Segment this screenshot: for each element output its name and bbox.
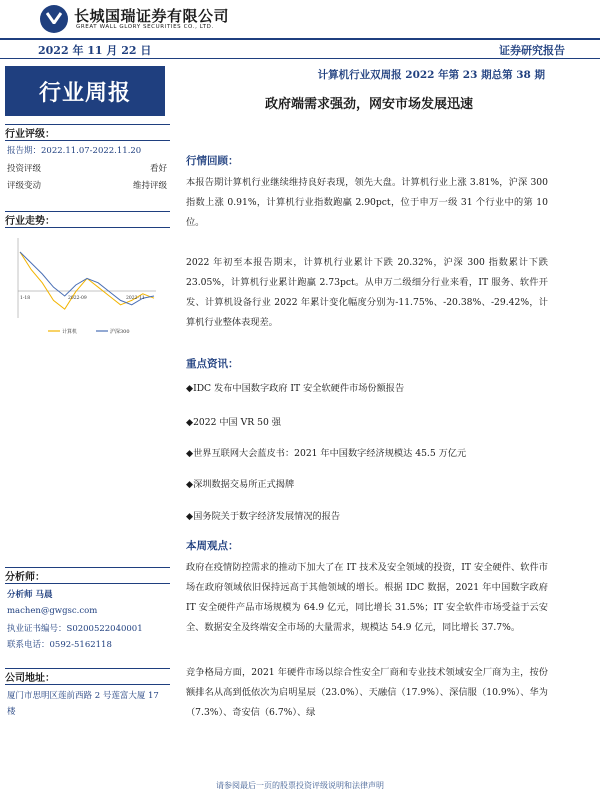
- company-name-cn: 长城国瑞证券有限公司: [74, 7, 230, 25]
- report-type: 证券研究报告: [499, 44, 565, 57]
- weekly-label-box: 行业周报: [5, 66, 165, 116]
- weekly-view-paragraph-1: 政府在疫情防控需求的推动下加大了在 IT 技术及安全领域的投资，IT 安全硬件、软件市场在政府领域依旧保持远高于其他领域的增长。根据 IDC 数据，2021 年中国数字政府 IT 安全硬件产品市场规模为 64.9 亿元，同比增长 31.5%；IT 安全软件市场受益于云安全、数据安全及终端安全市场的大量需求，规模达 54.9 亿元，同比增长 37.7%。: [186, 562, 548, 633]
- legend-csi300: 沪深300: [110, 329, 130, 335]
- report-date: 2022 年 11 月 22 日: [38, 44, 152, 57]
- rating-label: 投资评级: [7, 164, 42, 174]
- rating-change-value: 维持评级: [132, 181, 167, 191]
- trend-section-title: 行业走势：: [5, 211, 170, 228]
- header-divider: [0, 38, 600, 40]
- address-section-title: 公司地址：: [5, 668, 170, 685]
- analyst-section-title: 分析师：: [5, 567, 170, 584]
- rating-change-row: [7, 179, 167, 191]
- market-review-paragraph-1: 本报告期计算机行业继续维持良好表现，领先大盘。计算机行业上涨 3.81%，沪深 300 指数上涨 0.91%，计算机行业指数跑赢 2.90pct，位于申万一级 31 个行业中的第 10 位。: [186, 177, 548, 228]
- x-tick-label: 2022-11: [126, 296, 145, 301]
- news-item: ◆深圳数据交易所正式揭牌: [186, 479, 295, 490]
- company-logo: [40, 5, 68, 33]
- footer-disclaimer: 请参阅最后一页的股票投资评级说明和法律声明: [216, 781, 384, 790]
- x-tick-label: 1-18: [20, 296, 31, 301]
- industry-trend-chart: [8, 233, 160, 343]
- analyst-name: 分析师 马晨: [7, 590, 53, 600]
- legend-computer: 计算机: [62, 329, 78, 335]
- analyst-phone: 联系电话：0592-5162118: [7, 640, 112, 650]
- key-news-title: 重点资讯：: [186, 358, 239, 370]
- report-period: 报告期：2022.11.07-2022.11.20: [7, 146, 142, 156]
- report-headline: 政府端需求强劲，网安市场发展迅速: [265, 97, 474, 112]
- analyst-email[interactable]: machen@gwgsc.com: [7, 606, 98, 616]
- x-tick-label: 2022-09: [68, 296, 87, 301]
- rating-value: 看好: [149, 164, 167, 174]
- analyst-license: 执业证书编号：S0200522040001: [7, 624, 143, 634]
- rating-row: [7, 162, 167, 174]
- issue-number: 计算机行业双周报 2022 年第 23 期总第 38 期: [317, 69, 545, 81]
- rating-section-title: 行业评级：: [5, 124, 170, 141]
- header-divider-2: [0, 58, 600, 59]
- news-item: ◆世界互联网大会蓝皮书：2021 年中国数字经济规模达 45.5 万亿元: [186, 448, 467, 459]
- news-item: ◆IDC 发布中国数字政府 IT 安全软硬件市场份额报告: [186, 383, 405, 394]
- market-review-title: 行情回顾：: [186, 155, 239, 167]
- weekly-view-title: 本周观点：: [186, 540, 239, 552]
- company-address: 厦门市思明区莲前西路 2 号莲富大厦 17 楼: [7, 691, 159, 717]
- logo-mark-icon: [46, 12, 62, 24]
- rating-change-label: 评级变动: [7, 181, 42, 191]
- company-name-en: GREAT WALL GLORY SECURITIES CO., LTD.: [76, 24, 214, 30]
- news-item: ◆2022 中国 VR 50 强: [186, 417, 281, 428]
- news-item: ◆国务院关于数字经济发展情况的报告: [186, 511, 341, 522]
- weekly-view-paragraph-2: 竞争格局方面，2021 年硬件市场以综合性安全厂商和专业技术领域安全厂商为主，按份额排名从高到低依次为启明星辰（23.0%）、天融信（17.9%）、深信服（10.9%）、华为（7.3%）、奇安信（6.7%）、绿: [186, 667, 548, 718]
- market-review-paragraph-2: 2022 年初至本报告期末，计算机行业累计下跌 20.32%，沪深 300 指数累计下跌 23.05%，计算机行业累计跑赢 2.73pct。从申万二级细分行业来看，IT 服务、软件开发、计算机设备行业 2022 年累计变化幅度分别为-11.75%、-20.38%、-29.42%，计算机行业整体表现差。: [186, 257, 548, 328]
